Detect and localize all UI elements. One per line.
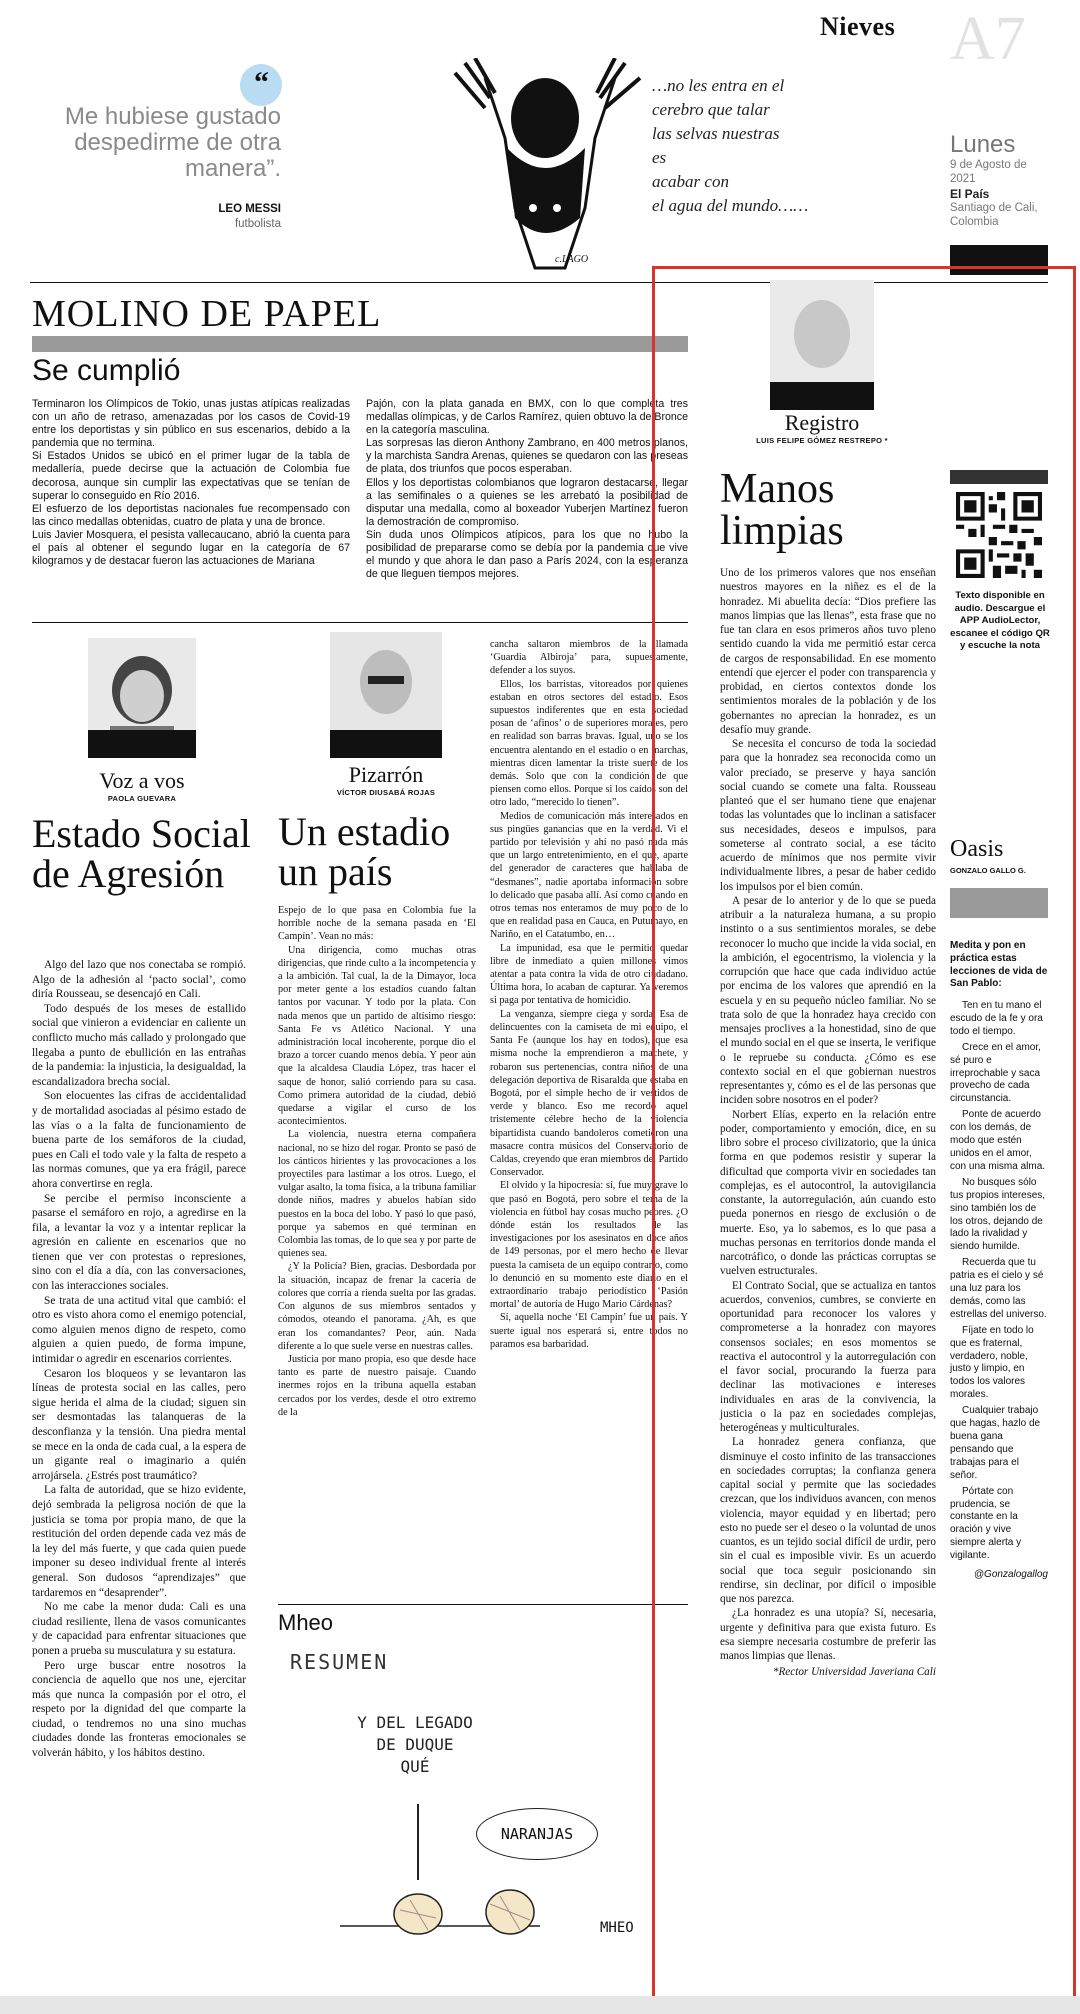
- quote-author: LEO MESSI: [218, 203, 281, 215]
- oasis-bar: [950, 888, 1048, 918]
- article-body: Espejo de lo que pasa en Colombia fue la horrible noche de la semana pasada en ‘El Campín’. Vean no más: Una dirigencia, como muchas otras dirigencias, que rinde culto a la incompetencia y a la ambición. Tal cual, la de la Dimayor, loca por meter gente a los estadios cuando faltan tantos por vacunar. Y todo por la plata. Con nada menos que un partido de altísimo riesgo: Santa Fe vs Atlético Nacional. Y una administración local incoherente, porque dio el brazo a torcer cuando menos debía. Y peor aún que la alcaldesa Claudia López, tras hacer el saque de honor, salió corriendo para su casa. Como primera autoridad de la ciudad, debió quedarse a vigilar el curso de los acontecimientos. La violencia, nuestra eterna compañera nacional, no se hizo del rogar. Pronto se pasó de los cánticos hirientes y las provocaciones a los proyectiles para lastimar a los otros. Luego, el vulgar asalto, la toma física, a la tribuna familiar donde niños, madres y abuelos habían sido puestos en la boca del lobo. Y pasó lo que pasó, porque ya sabemos en qué terminan en Colombia las tomas, de lo que sea y por parte de quienes sea. ¿Y la Policía? Bien, gracias. Desbordada por la situación, incapaz de frenar la cacería de colores que corría a rienda suelta por las gradas. Con algunos de sus miembros sentados y cómodos, oteando el panorama. ¿Ah, es que eran los comandantes? Peor, aún. Nada diferente a lo que suele verse en nuestras calles. Justicia por mano propia, eso que desde hace tanto es parte de nuestro paisaje. Cuando inermes rojos en la tribuna aquella estaban cercados por los verdes, desde el otro extremo de la: [278, 905, 477, 1418]
- quote-role: futbolista: [234, 218, 281, 230]
- oasis-item: No busques sólo tus propios intereses, sino también los de los otros, dejando de lado la rivalidad y siendo humilde.: [950, 1176, 1046, 1253]
- photo-bar: [330, 730, 442, 758]
- section-name: Nieves: [820, 12, 896, 41]
- day: Lunes: [950, 131, 1016, 158]
- mheo-rule: [278, 1604, 688, 1605]
- oasis-intro: Medita y pon en práctica estas lecciones de vida de San Pablo:: [950, 940, 1048, 990]
- cartoon-caption: Y DEL LEGADO DE DUQUE QUÉ: [357, 1713, 473, 1776]
- oasis-item: Crece en el amor, sé puro e irreprochable y saca provecho de cada circunstancia.: [950, 1041, 1041, 1105]
- page-number: A7: [950, 5, 1026, 73]
- author-name: LUIS FELIPE GÓMEZ RESTREPO *: [756, 436, 888, 445]
- editorial-headline: Se cumplió: [32, 354, 181, 387]
- cartoon-illustration: [445, 58, 655, 278]
- oasis-item: Ten en tu mano el escudo de la fe y ora todo el tiempo.: [950, 1000, 1043, 1037]
- oasis-title: Oasis: [950, 836, 1004, 862]
- section-bar: [32, 336, 688, 352]
- column-name: Pizarrón: [348, 762, 424, 787]
- article-headline: Un estadio un país: [278, 809, 451, 894]
- quote-text: Me hubiese gustado despedirme de otra manera”.: [64, 103, 281, 182]
- column-name: Registro: [784, 410, 860, 435]
- oasis-list: [950, 1000, 1048, 1582]
- cartoon-label: RESUMEN: [290, 1650, 389, 1674]
- orange-drawing: [340, 1800, 610, 1940]
- paper-name: El País: [950, 187, 990, 201]
- column-caption: [50, 768, 234, 803]
- page-bottom-strip: [0, 1996, 1080, 2014]
- date: 9 de Agosto de 2021: [950, 159, 1027, 185]
- cartoon-signature: MHEO: [600, 1920, 634, 1936]
- oasis-item: Ponte de acuerdo con los demás, de modo que estén unidos en el amor, con una misma alma.: [950, 1109, 1046, 1172]
- column-name: Voz a vos: [99, 768, 185, 793]
- section-title: MOLINO DE PAPEL: [32, 293, 382, 335]
- article-headline: Estado Social de Agresión: [32, 811, 251, 896]
- cartoon-handwriting: …no les entra en el cerebro que talar las selvas nuestras es acabar con el agua del mundo……: [652, 76, 809, 215]
- editorial-col-2: Pajón, con la plata ganada en BMX, con lo que completa tres medallas olímpicas, y de Carlos Ramírez, quien obtuvo la de Bronce en la categoría masculina. Las sorpresas las dieron Anthony Zambrano, en 400 metros planos, y la marchista Sandra Arenas, quienes se quedaron con las preseas de plata, dos triunfos que pocos esperaban. Ellos y los deportistas colombianos que lograron destacarse, llegar a las semifinales o a quienes se les arrebató la posibilidad de disputar una medalla, como al boxeador Yuberjen Martínez, fueron la demostración de compromiso. Sin duda unos Olímpicos atípicos, para los que no hubo la posibilidad de prepararse como se debía por la pandemia que vive el mundo y que ahora le dan paso a París 2024, con la esperanza de que lleguen tiempos mejores.: [366, 398, 688, 581]
- qr-code[interactable]: [956, 492, 1042, 578]
- location: Santiago de Cali, Colombia: [950, 202, 1038, 228]
- oasis-item: Pórtate con prudencia, se constante en la oración y vive siempre alerta y vigilante.: [950, 1485, 1022, 1562]
- photo-bar: [88, 730, 196, 758]
- oasis-item: Recuerda que tu patria es el cielo y sé una luz para los demás, como las estrellas del universo.: [950, 1257, 1047, 1320]
- oasis-item: Cualquier trabajo que hagas, hazlo de buena gana pensando que trabajas para el señor.: [950, 1405, 1041, 1481]
- editorial-bottom-rule: [32, 622, 688, 623]
- date-block: [950, 132, 1070, 229]
- article-body: Algo del lazo que nos conectaba se rompió. Algo de la adhesión al ‘pacto social’, como diría Rousseau, se desencajó en Cali. Todo después de los meses de estallido social que vinieron a evidenciar en caliente un conflicto mucho más callado y prolongado que llegaba a punto de ebullición en las entrañas de la pandemia: la injusticia, la desigualdad, la escandalizadora brecha social. Son elocuentes las cifras de accidentalidad y de mortalidad asociadas al pésimo estado de las vías o a la falta de funcionamiento de buena parte de los semáforos de la ciudad, pues en Cali el todo vale y la falta de respeto a las normas comunes, que ya era frágil, parece ahora convertirse en regla. Se percibe el permiso inconsciente a pasarse el semáforo en rojo, a agredirse en la fila, a levantar la voz y a intentar replicar la agresión en caliente en escenarios que no tienen que ver con protestas o represiones, sino con el día a día, con las conversaciones, con las interacciones sociales. Se trata de una actitud vital que cambió: el otro es visto ahora como el enemigo potencial, como alguien menos digno de respeto, como alguien a quien puedo, de forma impune, intimidar o agredir en escenarios corrientes. Cesaron los bloqueos y se levantaron las líneas de protesta social en las calles, pero sigue herida el alma de la ciudad; siguen sin ser desmontadas las talanqueras de la desconfianza y la tensión. Una piedra mental se mece en la onda de cada cual, a la espera de un gigante real o imaginario a quién arrojársela. ¿Estrés post traumático? La falta de autoridad, que se hizo evidente, dejó sembrada la peligrosa noción de que la justicia se toma por propia mano, de que la restitución del orden depende cada vez más de la ley del más fuerte, y que cada quien puede imponer su deseo individual frente al interés general. Son dudosos “aprendizajes” que tardaremos en “desaprender”. No me cabe la menor duda: Cali es una ciudad resiliente, llena de vasos comunicantes y de capacidad para enfrentar situaciones que ponen a prueba su musculatura y su estatura. Pero urge buscar entre nosotros la conciencia de aquello que nos une, ejercitar más que nunca la compasión por el otro, el respeto por la dignidad del que comparte la ciudad, o tendremos no una sino muchas ciudades donde las fronteras emocionales se volverán hábito, y los hábitos destino.: [32, 959, 246, 1760]
- article-body-continued: cancha saltaron miembros de la llamada ‘Guardia Albiroja’ para, supuestamente, defender a los suyos. Ellos, los barristas, vitoreados por quienes estaban en otros sectores del estadio. Esos supuestos indiferentes que en esta sociedad posan de ‘afinos’ o de superiores morales, pero en realidad son barras bravas. Igual, uno se los encuentra alentando en el estadio o en marchas, mientras dicen lamentar la triste suerte de los demás. Solo que con la condición de que piensen como ellos. Porque si los caídos son del otro lado, “merecido lo tienen”. Medios de comunicación más interesados en sus pingües ganancias que en la verdad. Vi el partido por televisión y ahí no pasó nada más que un largo entretenimiento, en el que, aparte del generador de caracteres que hablaba de “desmanes”, nadie aportaba información sobre lo delicado que pasaba allí. Así como cuando en otros temas nos enteramos de muy poco de lo que en realidad pasa en Cauca, en Putumayo, en Nariño, en el Catatumbo, en… La impunidad, esa que le permitió quedar libre de inmediato a quien millones vimos atentar a pata contra la vida de otro ciudadano. Última hora, lo acaban de capturar. Ya veremos si paga por tentativa de homicidio. La venganza, siempre ciega y sorda. Esa de delincuentes con la camiseta de mi equipo, el Santa Fe (aunque los hay en todos), que esa misma noche la emprendieron a machete, y robaron sus pertenencias, contra niños de una delegación deportiva de Risaralda que estaba en Bogotá, por el simple hecho de ir vestidos de verde y blanco. Eso me recordó aquel tristemente célebre hecho de la violencia bipartidista cuando bandoleros cometieron una masacre contra músicos del Conservatorio de Caldas, creyendo que eran miembros del Partido Conservador. El olvido y la hipocresía: sí, fue muy grave lo que pasó en Bogotá, pero sobre el tema de la violencia en fútbol hay cosas mucho peores. ¿O dónde están los resultados de las investigaciones por los asesinatos en doce años de 149 personas, por el mero hecho de llevar puesta la camiseta de un equipo contrario, como lo denunció en su momento este diario en el extraordinario trabajo periodístico ‘Pasión mortal’ de autoría de Hugo Mario Cárdenas? Sí, aquella noche ‘El Campín’ fue un país. Y suerte igual nos esperará si, entre todos no paramos esa barbaridad.: [490, 639, 688, 1350]
- cartoon-signature: c.LAGO: [555, 254, 589, 265]
- article-body: Uno de los primeros valores que nos enseñan nuestros mayores en la niñez es el de la honradez. Mi abuelita decía: “Dios prefiere las manos limpias que las llenas”, esta frase que no fue tan clara en esos primeros años tuvo pleno sentido cuando la vida me permitió estar cerca de cargos de responsabilidad. En ese momento entendí que ejercer el poder con transparencia y probidad, en ciertos contextos donde los sentimientos morales de la población y de los gobernantes no aprecian la honradez, es un desafío muy grande. Se necesita el concurso de toda la sociedad para que la honradez sea reconocida como un valor preciado, se preserve y haya sanción social cuando se comete una falta. Rousseau planteó que el ser humano tiene que enajenar todas las voluntades que lo inclinan a satisfacer sus necesidades, deseos e impulsos, para someterse al contrato social, a ese tácito acuerdo de mínimos que nos permite vivir individualmente libres, a pesar de haber cedido los impulsos por el bien común. A pesar de lo anterior y de lo que se pueda atribuir a la naturaleza humana, a su propio instinto o a sus sentimientos morales, se debe reconocer lo mucho que incide la vida social, en la ambición, el egocentrismo, la violencia y la corrupción que hace que cada individuo actúe por encima de los valores que aprendió en la escuela y en su pequeño núcleo familiar. No se trata solo de que la honradez haya crecido con mensajes proclives a la honestidad, sino de que el mundo social en el que se inserta, le verifique o le repruebe su conducta. ¿Cómo es ese contexto social en el que gobiernan nuestros representantes y, cómo es el de las personas que inciden sobre nosotros en el poder? Norbert Elías, experto en la relación entre poder, comportamiento y emoción, dice, en su libro sobre el proceso civilizatorio, que la única forma en que podemos resistir y superar la dificultad que comporta vivir en sociedades tan complejas, es el autocontrol, la autovigilancia constante, la autorregulación, aún cuando esto pueda ponernos en riesgo de exclusión o de muerte. Eso, ya lo sabemos, es lo que pasa a muchas personas en territorios donde manda el narcotráfico, o donde las prácticas corruptas se vuelven estructurales. El Contrato Social, que se actualiza en tantos acuerdos, convenios, cumbres, se convierte en oportunidad para reconocer los valores y comprometerse a la honradez con mayores consensos sociales; en esos momentos se reactiva el autocontrol y la autorregulación con el favor social, procurando la fuerza para declinar las motivaciones e intereses individuales en aras de la convivencia, la justicia o la paz en sociedades complejas, heterogéneas y multiculturales. La honradez genera confianza, que disminuye el costo infinito de las transacciones en sociedades corruptas; la confianza genera capital social y permite que las sociedades crezcan, que los individuos avancen, con menos violencia, mayor equidad y en libertad; pero esto no puede ser el deseo o la voluntad de unos cuantos, es un tejido social difícil de urdir, pero sin el cual es imposible vivir. Es un acuerdo social que toca seguir posicionando sin rendirse, sin declinar, por difícil o imposible que nos parezca. ¿La honradez es una utopía? Sí, necesaria, urgente y definitiva para que exista futuro. Es esa siempre necesaria costumbre de preferir las manos limpias que llenas. *Rector Universidad Javeriana Cali: [720, 567, 936, 1679]
- bubble-text: NARANJAS: [500, 1825, 574, 1843]
- sidebar-bar: [950, 470, 1048, 484]
- oasis-author: GONZALO GALLO G.: [950, 866, 1026, 875]
- photo-bar: [770, 382, 874, 410]
- author-name: VÍCTOR DIUSABÁ ROJAS: [336, 788, 436, 797]
- oasis-item: Fíjate en todo lo que es fraternal, verdadero, noble, justo y limpio, en todos los valores morales.: [950, 1324, 1034, 1401]
- article-headline: Manos limpias: [720, 466, 844, 554]
- editorial-col-1: Terminaron los Olímpicos de Tokio, unas justas atípicas realizadas con un año de retraso, amenazadas por los casos de Covid-19 entre los deportistas y sin público en sus escenarios, debido a la pandemia que no termina. Si Estados Unidos se ubicó en el primer lugar de la tabla de medallería, puede decirse que la actuación de Colombia fue decorosa, aunque sin cumplir las expectativas que se tenían de superar lo conseguido en Río 2016. El esfuerzo de los deportistas nacionales fue recompensado con las cinco medallas obtenidas, cuatro de plata y una de bronce. Luis Javier Mosquera, el pesista vallecaucano, abrió la cuenta para el país al obtener el segundo lugar en la categoría de 67 kilogramos y de destacar fueron las actuaciones de Mariana: [32, 398, 350, 568]
- quote-icon: “: [240, 64, 282, 106]
- author-name: PAOLA GUEVARA: [107, 794, 177, 803]
- audio-note: Texto disponible en audio. Descargue el APP AudioLector, escanee el código QR y escuche la nota: [950, 590, 1050, 651]
- column-caption: [712, 410, 932, 445]
- column-caption: [290, 762, 482, 797]
- cartoon-title: Mheo: [278, 1610, 334, 1635]
- oasis-handle: @Gonzalogallog: [973, 1569, 1048, 1581]
